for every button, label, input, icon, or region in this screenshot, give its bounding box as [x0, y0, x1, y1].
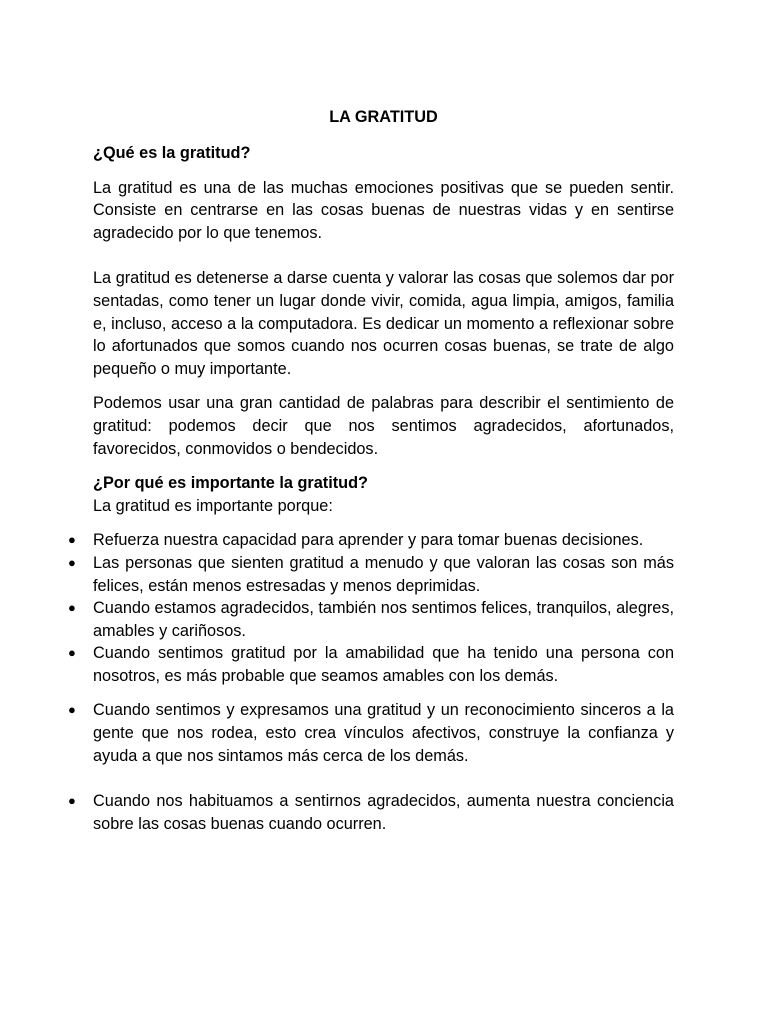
- list-item-text: Las personas que sienten gratitud a menudo y que valoran las cosas son más felices, están menos estresadas y menos deprimidas.: [93, 553, 674, 595]
- list-item: [68, 552, 674, 597]
- list-item: [68, 597, 675, 642]
- list-item-text: Cuando sentimos gratitud por la amabilidad que ha tenido una persona con nosotros, es más probable que seamos amables con los demás.: [93, 644, 674, 685]
- benefits-list: [68, 529, 675, 835]
- document-page: [68, 106, 675, 835]
- bullet-icon: ●: [68, 793, 76, 809]
- paragraph-definition: La gratitud es una de las muchas emociones positivas que se pueden sentir. Consiste en centrarse en las cosas buenas de nuestras vidas y en sentirse agradecido por lo que tenemos.: [93, 178, 674, 242]
- bullet-icon: ●: [68, 600, 76, 616]
- bullet-icon: ●: [68, 554, 76, 570]
- bullet-icon: ●: [68, 702, 76, 718]
- list-item: [68, 529, 674, 552]
- paragraph-words: Podemos usar una gran cantidad de palabras para describir el sentimiento de gratitud: podemos decir que nos sentimos agradecidos, afortunados, favorecidos, conmovidos o bendecidos.: [93, 394, 674, 458]
- section-heading-why-important: ¿Por qué es importante la gratitud?: [93, 474, 369, 493]
- list-item: [68, 790, 674, 835]
- list-item-text: Cuando estamos agradecidos, también nos sentimos felices, tranquilos, alegres, amables y cariñosos.: [93, 599, 675, 640]
- list-item: [68, 642, 674, 687]
- paragraph-valuing: La gratitud es detenerse a darse cuenta y valorar las cosas que solemos dar por sentadas, como tener un lugar donde vivir, comida, agua limpia, amigos, familia e, incluso, acceso a la computadora. Es dedicar un momento a reflexionar sobre lo afortunados que somos cuando nos ocurren cosas buenas, se trate de algo pequeño o muy importante.: [93, 269, 674, 378]
- section-heading-what-is: ¿Qué es la gratitud?: [93, 144, 251, 162]
- paragraph-intro-list: La gratitud es importante porque:: [93, 496, 333, 515]
- list-item-text: Cuando nos habituamos a sentirnos agradecidos, aumenta nuestra conciencia sobre las cosas buenas cuando ocurren.: [93, 792, 674, 833]
- bullet-icon: ●: [68, 532, 76, 548]
- document-title: LA GRATITUD: [329, 108, 438, 126]
- list-item: [68, 699, 674, 767]
- bullet-icon: ●: [68, 645, 76, 661]
- list-item-text: Cuando sentimos y expresamos una gratitud y un reconocimiento sinceros a la gente que nos rodea, esto crea vínculos afectivos, construye la confianza y ayuda a que nos sintamos más cerca de los demás.: [93, 701, 674, 765]
- list-item-text: Refuerza nuestra capacidad para aprender y para tomar buenas decisiones.: [93, 531, 644, 550]
